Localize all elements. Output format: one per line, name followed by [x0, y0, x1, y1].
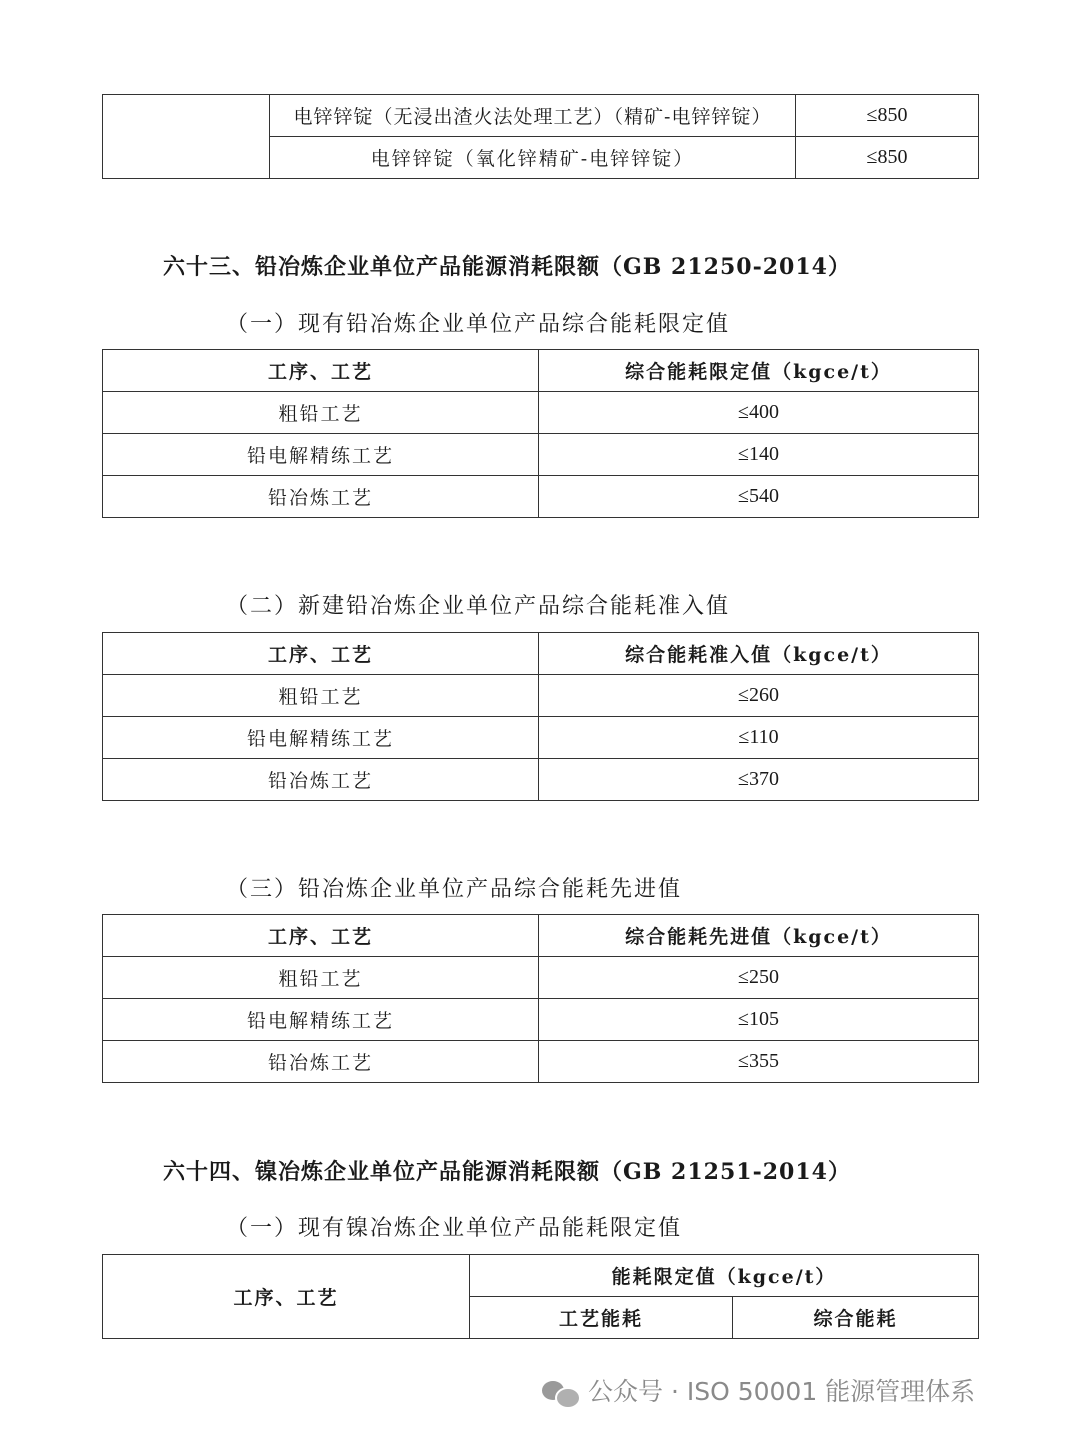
section-63-sub-3: （三）铅冶炼企业单位产品综合能耗先进值 [226, 877, 683, 902]
process-cell: 粗铅工艺 [103, 957, 539, 999]
process-cell: 铅冶炼工艺 [103, 759, 539, 801]
process-cell: 电锌锌锭（氧化锌精矿-电锌锌锭） [270, 137, 796, 179]
header-process-energy: 工艺能耗 [470, 1297, 733, 1339]
lead-limit-table [102, 349, 979, 518]
value-cell: ≤850 [796, 137, 979, 179]
value-cell: ≤850 [796, 95, 979, 137]
section-63-sub-2: （二）新建铅冶炼企业单位产品综合能耗准入值 [226, 594, 731, 619]
lead-entry-table [102, 632, 979, 801]
watermark [542, 1372, 975, 1408]
process-cell: 粗铅工艺 [103, 392, 539, 434]
header-process: 工序、工艺 [103, 633, 539, 675]
section-64-title: 六十四、镍冶炼企业单位产品能源消耗限额（GB 21251-2014） [163, 1159, 851, 1185]
header-process: 工序、工艺 [103, 915, 539, 957]
value-cell: ≤540 [539, 476, 979, 518]
header-value: 综合能耗先进值（kgce/t） [539, 915, 979, 957]
nickel-limit-table [102, 1254, 979, 1339]
header-process: 工序、工艺 [103, 350, 539, 392]
merged-blank-cell [103, 95, 270, 179]
header-value: 综合能耗准入值（kgce/t） [539, 633, 979, 675]
header-comprehensive-energy: 综合能耗 [733, 1297, 979, 1339]
process-cell: 电锌锌锭（无浸出渣火法处理工艺）（精矿-电锌锌锭） [270, 95, 796, 137]
process-cell: 铅冶炼工艺 [103, 476, 539, 518]
process-cell: 铅电解精练工艺 [103, 999, 539, 1041]
value-cell: ≤105 [539, 999, 979, 1041]
value-cell: ≤140 [539, 434, 979, 476]
process-cell: 铅冶炼工艺 [103, 1041, 539, 1083]
section-63-sub-1: （一）现有铅冶炼企业单位产品综合能耗限定值 [226, 312, 731, 337]
value-cell: ≤260 [539, 675, 979, 717]
value-cell: ≤355 [539, 1041, 979, 1083]
section-63-title: 六十三、铅冶炼企业单位产品能源消耗限额（GB 21250-2014） [163, 254, 851, 280]
value-cell: ≤400 [539, 392, 979, 434]
header-group: 能耗限定值（kgce/t） [470, 1255, 979, 1297]
watermark-text: 公众号 · ISO 50001 能源管理体系 [588, 1377, 976, 1406]
wechat-icon [542, 1379, 578, 1405]
lead-advanced-table [102, 914, 979, 1083]
process-cell: 粗铅工艺 [103, 675, 539, 717]
process-cell: 铅电解精练工艺 [103, 434, 539, 476]
value-cell: ≤370 [539, 759, 979, 801]
header-value: 综合能耗限定值（kgce/t） [539, 350, 979, 392]
value-cell: ≤250 [539, 957, 979, 999]
value-cell: ≤110 [539, 717, 979, 759]
zinc-table-continuation [102, 94, 979, 179]
section-64-sub-1: （一）现有镍冶炼企业单位产品能耗限定值 [226, 1216, 683, 1241]
header-process: 工序、工艺 [103, 1255, 470, 1339]
process-cell: 铅电解精练工艺 [103, 717, 539, 759]
